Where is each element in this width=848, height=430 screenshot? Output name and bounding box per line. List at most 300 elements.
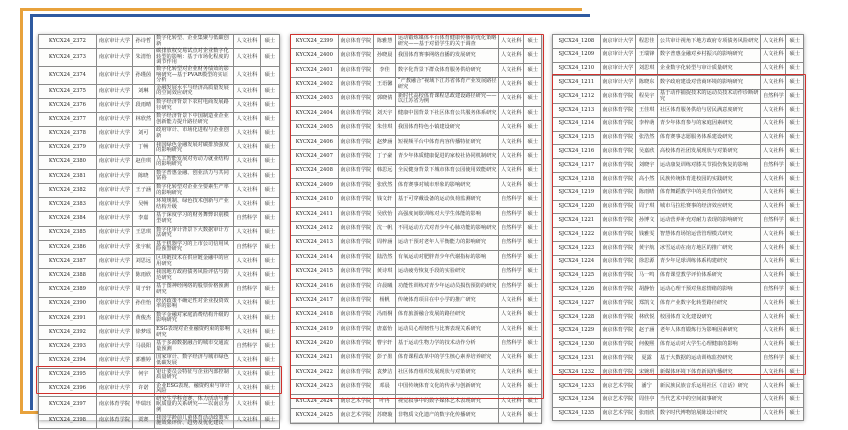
level-cell: 硕士 — [786, 310, 804, 324]
category-cell: 自然科学 — [499, 265, 524, 279]
name-cell: 丁子豪 — [373, 150, 396, 164]
table-row — [553, 228, 804, 242]
table-row — [291, 365, 542, 379]
name-cell: 夏露 — [635, 352, 658, 366]
title-cell: 新媒体环境下体育新闻传播研究 — [658, 366, 761, 380]
school-cell: 南京体育学院 — [600, 172, 635, 186]
name-cell: 徐梦瑶 — [132, 325, 154, 339]
project-id-cell: SJCX24_1217 — [553, 159, 601, 173]
level-cell: 硕士 — [524, 193, 542, 207]
name-cell: 郭晓倩 — [373, 92, 396, 106]
title-cell: 基于深度学习的财务舞弊识别模型研究 — [154, 212, 234, 226]
category-cell: 人文社科 — [499, 63, 524, 77]
name-cell: 王语馨 — [373, 78, 396, 92]
table-row — [39, 396, 280, 414]
school-cell: 南京体育学院 — [338, 106, 373, 120]
level-cell: 硕士 — [260, 184, 279, 198]
school-cell: 南京体育学院 — [338, 63, 373, 77]
level-cell: 硕士 — [260, 368, 279, 382]
table-row — [291, 308, 542, 322]
category-cell: 人文社科 — [234, 66, 261, 84]
table-row — [291, 49, 542, 63]
school-cell: 南京体育学院 — [600, 214, 635, 228]
level-cell: 硕士 — [260, 297, 279, 311]
title-cell: 公共审计视角下地方政府专项债务风险研究 — [658, 35, 761, 49]
level-cell: 硕士 — [786, 269, 804, 283]
level-cell: 硕士 — [260, 311, 279, 325]
level-cell: 硕士 — [524, 178, 542, 192]
level-cell: 硕士 — [260, 198, 279, 212]
project-id-cell: KYCX24_2393 — [39, 340, 97, 354]
table-row — [553, 269, 804, 283]
category-cell: 自然科学 — [761, 90, 786, 104]
table-row — [39, 340, 280, 354]
name-cell: 冯雨桐 — [373, 308, 396, 322]
title-cell: 基于可穿戴设备的运动负荷监测研究 — [396, 193, 499, 207]
table-row — [39, 255, 280, 269]
level-cell: 硕士 — [786, 76, 804, 90]
table-row — [39, 66, 280, 84]
level-cell: 硕士 — [524, 78, 542, 92]
title-cell: 企业ESG表现、融资约束与审计风险 — [154, 382, 234, 396]
category-cell: 人文社科 — [499, 150, 524, 164]
level-cell: 硕士 — [524, 121, 542, 135]
project-id-cell: KYCX24_2406 — [291, 135, 339, 149]
category-cell: 自然科学 — [761, 283, 786, 297]
project-id-cell: KYCX24_2397 — [39, 396, 97, 414]
name-cell: 何俊熙 — [635, 338, 658, 352]
category-cell: 人文社科 — [234, 198, 261, 212]
project-id-cell: KYCX24_2377 — [39, 113, 97, 127]
table-row — [39, 141, 280, 155]
category-cell: 人文社科 — [499, 380, 524, 394]
name-cell: 苏晓璇 — [373, 409, 396, 423]
level-cell: 硕士 — [524, 222, 542, 236]
title-cell: 基于运动生物力学的技术动作分析 — [396, 337, 499, 351]
table-row — [291, 265, 542, 279]
school-cell: 南京审计大学 — [96, 368, 132, 382]
project-id-cell: KYCX24_2411 — [291, 207, 339, 221]
project-id-cell: KYCX24_2398 — [39, 414, 97, 428]
name-cell: 杨帆 — [373, 294, 396, 308]
table-row — [39, 226, 280, 240]
document-page-right — [552, 34, 804, 420]
table-row — [291, 322, 542, 336]
category-cell: 自然科学 — [234, 340, 261, 354]
level-cell: 硕士 — [786, 297, 804, 311]
name-cell: 赵梦涵 — [373, 135, 396, 149]
category-cell: 人文社科 — [761, 255, 786, 269]
category-cell: 人文社科 — [499, 178, 524, 192]
name-cell: 段雨晴 — [132, 98, 154, 112]
title-cell: 冰雪运动在南方地区的推广研究 — [658, 241, 761, 255]
project-id-cell: KYCX24_2412 — [291, 222, 339, 236]
school-cell: 南京体育学院 — [338, 49, 373, 63]
name-cell: 徐思源 — [635, 255, 658, 269]
table-row — [39, 240, 280, 254]
level-cell: 硕士 — [260, 35, 279, 49]
category-cell: 人文社科 — [499, 308, 524, 322]
table-row — [291, 178, 542, 192]
level-cell: 硕士 — [524, 92, 542, 106]
category-cell: 人文社科 — [234, 98, 261, 112]
title-cell: 数字金融对家庭消费结构升级的影响研究 — [154, 311, 234, 325]
project-id-cell: KYCX24_2387 — [39, 255, 97, 269]
title-cell: 体育舞蹈教学中的美育价值研究 — [658, 186, 761, 200]
project-id-cell: KYCX24_2403 — [291, 92, 339, 106]
project-table-right — [552, 34, 804, 421]
document-page-left — [38, 34, 280, 427]
table-row — [291, 236, 542, 250]
school-cell: 南京体育学院 — [600, 241, 635, 255]
table-row — [291, 394, 542, 408]
project-id-cell: KYCX24_2413 — [291, 236, 339, 250]
category-cell: 人文社科 — [234, 255, 261, 269]
category-cell: 人文社科 — [761, 393, 786, 407]
table-row — [39, 198, 280, 212]
school-cell: 南京审计大学 — [96, 35, 132, 49]
level-cell: 硕士 — [260, 240, 279, 254]
category-cell: 自然科学 — [499, 250, 524, 264]
school-cell: 南京审计大学 — [96, 198, 132, 212]
project-id-cell: KYCX24_2423 — [291, 380, 339, 394]
category-cell: 自然科学 — [499, 222, 524, 236]
school-cell: 南京体育学院 — [600, 200, 635, 214]
school-cell: 南京体育学院 — [96, 414, 132, 428]
category-cell: 自然科学 — [499, 236, 524, 250]
name-cell: 吴畅 — [132, 198, 154, 212]
table-row — [39, 283, 280, 297]
project-id-cell: KYCX24_2372 — [39, 35, 97, 49]
name-cell: 孙瑾茵 — [132, 66, 154, 84]
title-cell: 我国学龄前儿童体育活动政策实施效果评价、趋势及优化建议 — [154, 414, 234, 428]
level-cell: 硕士 — [260, 283, 279, 297]
table-row — [553, 338, 804, 352]
category-cell: 人文社科 — [234, 368, 261, 382]
name-cell: 程昊宇 — [635, 90, 658, 104]
name-cell: 刘琳 — [132, 84, 154, 98]
project-id-cell: SJCX24_1211 — [553, 76, 601, 90]
level-cell: 硕士 — [260, 269, 279, 283]
name-cell: 邓晨 — [373, 380, 396, 394]
project-id-cell: KYCX24_2409 — [291, 178, 339, 192]
table-row — [291, 351, 542, 365]
title-cell: 企业数字化转型与审计质量研究 — [658, 62, 761, 76]
table-row — [39, 49, 280, 67]
name-cell: 何宇 — [132, 368, 154, 382]
name-cell: 李嘉 — [132, 212, 154, 226]
school-cell: 南京体育学院 — [600, 90, 635, 104]
name-cell: 叶冉 — [373, 394, 396, 408]
category-cell: 人文社科 — [499, 394, 524, 408]
title-cell: 高校体育社团发展现状与对策研究 — [658, 145, 761, 159]
name-cell: 毕瑞珏 — [132, 396, 154, 414]
title-cell: 我国体育赛事网络直播的发展研究 — [396, 49, 499, 63]
name-cell: 陈晓东 — [635, 76, 658, 90]
title-cell: 运动心理干预对焦虑情绪的影响 — [658, 283, 761, 297]
project-id-cell: KYCX24_2394 — [39, 354, 97, 368]
school-cell: 南京体育学院 — [338, 351, 373, 365]
title-cell: 体育运动对大学生心理健康的影响 — [658, 338, 761, 352]
title-cell: ESG表现对企业融资约束的影响研究 — [154, 325, 234, 339]
table-row — [291, 35, 542, 49]
level-cell: 硕士 — [260, 66, 279, 84]
title-cell: 数字化转型、企业集聚与低碳创新 — [154, 35, 234, 49]
title-cell: 城市马拉松赛事的经济效应研究 — [658, 200, 761, 214]
school-cell: 南京体育学院 — [600, 269, 635, 283]
table-row — [291, 380, 542, 394]
table-row — [553, 90, 804, 104]
category-cell: 自然科学 — [499, 193, 524, 207]
name-cell: 胡静怡 — [635, 283, 658, 297]
school-cell: 南京审计大学 — [96, 155, 132, 169]
name-cell: 高小然 — [635, 172, 658, 186]
level-cell: 硕士 — [786, 379, 804, 393]
title-cell: 校园体育文化建设研究 — [658, 310, 761, 324]
level-cell: 硕士 — [786, 214, 804, 228]
level-cell: 硕士 — [260, 354, 279, 368]
table-row — [553, 297, 804, 311]
category-cell: 人文社科 — [234, 127, 261, 141]
project-id-cell: KYCX24_2391 — [39, 311, 97, 325]
table-row — [39, 127, 280, 141]
title-cell: 基于多源数据融合的城市交通流量预测 — [154, 340, 234, 354]
title-cell: 数字化转型对企业财务绩效的影响研究—基于PVAR模型的实证分析 — [154, 66, 234, 84]
project-id-cell: KYCX24_2407 — [291, 150, 339, 164]
project-id-cell: KYCX24_2374 — [39, 66, 97, 84]
category-cell: 自然科学 — [234, 240, 261, 254]
table-row — [553, 62, 804, 76]
name-cell: 许晨曦 — [373, 279, 396, 293]
title-cell: 体育赛事对城市形象的影响研究 — [396, 178, 499, 192]
project-id-cell: SJCX24_1226 — [553, 283, 601, 297]
school-cell: 南京体育学院 — [600, 297, 635, 311]
table-row — [553, 35, 804, 49]
name-cell: 黄宇航 — [635, 241, 658, 255]
name-cell: 郑凯文 — [635, 297, 658, 311]
school-cell: 南京审计大学 — [96, 325, 132, 339]
project-id-cell: SJCX24_1231 — [553, 352, 601, 366]
title-cell: 体育课堂教学评价体系研究 — [658, 269, 761, 283]
project-id-cell: KYCX24_2425 — [291, 409, 339, 423]
name-cell: 陈雅慧 — [373, 35, 396, 49]
project-id-cell: KYCX24_2400 — [291, 49, 339, 63]
name-cell: 许诺 — [132, 382, 154, 396]
category-cell: 人文社科 — [761, 172, 786, 186]
school-cell: 南京体育学院 — [600, 338, 635, 352]
school-cell: 南京体育学院 — [600, 352, 635, 366]
category-cell: 人文社科 — [499, 49, 524, 63]
school-cell: 南京体育学院 — [338, 279, 373, 293]
title-cell: 数字经济背景下农村电商发展路径研究 — [154, 98, 234, 112]
level-cell: 硕士 — [524, 236, 542, 250]
name-cell: 李佳 — [373, 63, 396, 77]
project-id-cell: KYCX24_2416 — [291, 279, 339, 293]
project-id-cell: SJCX24_1224 — [553, 255, 601, 269]
category-cell: 人文社科 — [761, 228, 786, 242]
project-id-cell: SJCX24_1213 — [553, 103, 601, 117]
level-cell: 硕士 — [786, 255, 804, 269]
table-row — [553, 103, 804, 117]
name-cell: 贾赛 — [132, 414, 154, 428]
title-cell: 运动干预对老年人平衡能力的影响研究 — [396, 236, 499, 250]
level-cell: 硕士 — [786, 117, 804, 131]
category-cell: 人文社科 — [761, 269, 786, 283]
level-cell: 硕士 — [786, 241, 804, 255]
level-cell: 硕士 — [260, 325, 279, 339]
project-id-cell: SJCX24_1218 — [553, 172, 601, 186]
title-cell: 功能性训练对青少年运动员损伤预防的研究 — [396, 279, 499, 293]
title-cell: 新时代高校体育课程思政建设路径研究——以江苏省为例 — [396, 92, 499, 106]
category-cell: 人文社科 — [499, 35, 524, 49]
name-cell: 刘思琪 — [635, 62, 658, 76]
table-row — [39, 184, 280, 198]
title-cell: 数字时代博物馆展陈设计研究 — [658, 407, 761, 421]
level-cell: 硕士 — [786, 186, 804, 200]
table-row — [291, 279, 542, 293]
level-cell: 硕士 — [524, 63, 542, 77]
title-cell: 运动员心理韧性与比赛表现关系研究 — [396, 322, 499, 336]
project-id-cell: SJCX24_1220 — [553, 200, 601, 214]
project-id-cell: KYCX24_2399 — [291, 35, 339, 49]
name-cell: 张欣然 — [373, 178, 396, 192]
project-id-cell: SJCX24_1219 — [553, 186, 601, 200]
level-cell: 硕士 — [786, 228, 804, 242]
table-row — [553, 393, 804, 407]
category-cell: 人文社科 — [761, 145, 786, 159]
school-cell: 南京审计大学 — [96, 66, 132, 84]
name-cell: 周梓涵 — [373, 236, 396, 250]
table-row — [553, 407, 804, 421]
level-cell: 硕士 — [786, 407, 804, 421]
school-cell: 南京体育学院 — [338, 193, 373, 207]
school-cell: 南京艺术学院 — [600, 407, 635, 421]
category-cell: 人文社科 — [234, 184, 261, 198]
name-cell: 刘晓宇 — [635, 159, 658, 173]
name-cell: 李梓萌 — [635, 117, 658, 131]
title-cell: 我国地方政府债务风险评估与防范研究 — [154, 269, 234, 283]
level-cell: 硕士 — [786, 393, 804, 407]
level-cell: 硕士 — [524, 365, 542, 379]
name-cell: 钱雅雯 — [635, 228, 658, 242]
table-row — [39, 368, 280, 382]
title-cell: 数字经济背景下中国制造业企业创新能力提升路径研究 — [154, 113, 234, 127]
level-cell: 硕士 — [524, 351, 542, 365]
title-cell: 高强度间歇训练对大学生体能的影响 — [396, 207, 499, 221]
level-cell: 硕士 — [524, 265, 542, 279]
table-row — [291, 63, 542, 77]
table-row — [291, 106, 542, 120]
table-row — [291, 150, 542, 164]
category-cell: 人文社科 — [761, 35, 786, 49]
level-cell: 硕士 — [524, 207, 542, 221]
title-cell: 体育课程改革中的学生核心素养培养研究 — [396, 351, 499, 365]
orange-frame-top — [20, 8, 582, 11]
project-id-cell: SJCX24_1216 — [553, 145, 601, 159]
school-cell: 南京审计大学 — [96, 226, 132, 240]
category-cell: 人文社科 — [234, 354, 261, 368]
project-id-cell: KYCX24_2414 — [291, 250, 339, 264]
project-id-cell: KYCX24_2396 — [39, 382, 97, 396]
title-cell: 体育产业数字化转型路径研究 — [658, 297, 761, 311]
category-cell: 人文社科 — [234, 226, 261, 240]
title-cell: 数字普惠金融、创业活力与共同富裕 — [154, 169, 234, 183]
school-cell: 南京体育学院 — [600, 186, 635, 200]
name-cell: 朱清怡 — [132, 49, 154, 67]
category-cell: 人文社科 — [234, 84, 261, 98]
table-row — [291, 250, 542, 264]
project-id-cell: KYCX24_2390 — [39, 297, 97, 311]
title-cell: 传统体育项目在中小学的推广研究 — [396, 294, 499, 308]
name-cell: 周子琪 — [635, 200, 658, 214]
category-cell: 自然科学 — [761, 214, 786, 228]
school-cell: 南京体育学院 — [338, 92, 373, 106]
title-cell: 青少年足球训练体系构建研究 — [658, 255, 761, 269]
school-cell: 南京审计大学 — [96, 98, 132, 112]
level-cell: 硕士 — [524, 394, 542, 408]
table-row — [291, 164, 542, 178]
document-page-middle — [290, 34, 542, 422]
level-cell: 硕士 — [524, 308, 542, 322]
level-cell: 硕士 — [260, 226, 279, 240]
school-cell: 南京审计大学 — [96, 169, 132, 183]
name-cell: 周佳亭 — [635, 393, 658, 407]
school-cell: 南京审计大学 — [600, 76, 635, 90]
title-cell: 审计委员会特征与企业内部控制质量研究 — [154, 368, 234, 382]
category-cell: 自然科学 — [499, 279, 524, 293]
name-cell: 陈晓 — [132, 169, 154, 183]
project-table-middle — [290, 34, 542, 424]
name-cell: 程思佳 — [635, 35, 658, 49]
school-cell: 南京艺术学院 — [600, 379, 635, 393]
school-cell: 南京体育学院 — [338, 164, 373, 178]
project-id-cell: SJCX24_1214 — [553, 117, 601, 131]
category-cell: 人文社科 — [234, 141, 261, 155]
level-cell: 硕士 — [786, 324, 804, 338]
project-id-cell: SJCX24_1208 — [553, 35, 601, 49]
title-cell: 基于动作捕捉技术的运动员技术动作诊断研究 — [658, 90, 761, 104]
table-row — [291, 294, 542, 308]
project-id-cell: SJCX24_1228 — [553, 310, 601, 324]
school-cell: 南京体育学院 — [338, 35, 373, 49]
name-cell: 赵佳琪 — [132, 155, 154, 169]
school-cell: 南京体育学院 — [338, 207, 373, 221]
level-cell: 硕士 — [786, 366, 804, 380]
name-cell: 刘思远 — [132, 255, 154, 269]
category-cell: 人文社科 — [234, 325, 261, 339]
school-cell: 南京审计大学 — [96, 184, 132, 198]
level-cell: 硕士 — [524, 49, 542, 63]
project-id-cell: KYCX24_2417 — [291, 294, 339, 308]
school-cell: 南京艺术学院 — [338, 394, 373, 408]
project-id-cell: KYCX24_2383 — [39, 198, 97, 212]
category-cell: 人文社科 — [234, 169, 261, 183]
school-cell: 南京审计大学 — [96, 311, 132, 325]
name-cell: 丁畅 — [132, 141, 154, 155]
school-cell: 南京体育学院 — [600, 159, 635, 173]
school-cell: 南京审计大学 — [96, 141, 132, 155]
title-cell: 体育赛事志愿服务体系建设研究 — [658, 131, 761, 145]
name-cell: 林欣悦 — [635, 310, 658, 324]
table-row — [39, 169, 280, 183]
category-cell: 人文社科 — [499, 164, 524, 178]
school-cell: 南京审计大学 — [96, 255, 132, 269]
name-cell: 陈雨晴 — [635, 186, 658, 200]
category-cell: 自然科学 — [499, 337, 524, 351]
level-cell: 硕士 — [786, 172, 804, 186]
level-cell: 硕士 — [260, 396, 279, 414]
title-cell: 运动疲劳恢复手段的实验研究 — [396, 265, 499, 279]
